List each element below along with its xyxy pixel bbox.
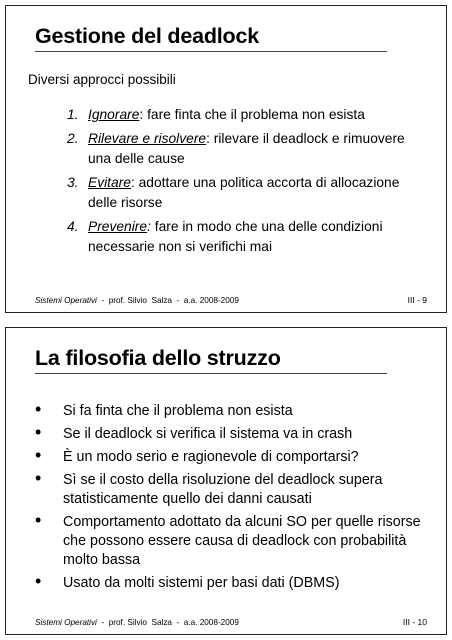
list-item	[32, 510, 422, 570]
list-item	[32, 468, 422, 509]
item-separator: :	[206, 131, 210, 146]
bullet-icon: •	[35, 422, 42, 442]
footer-course: Sistemi Operativi	[35, 618, 97, 627]
bullet-icon: •	[35, 445, 42, 465]
approach-list	[63, 105, 423, 261]
item-text: fare in modo che una delle condizioni necessarie non si verifichi mai	[88, 219, 383, 254]
list-item	[32, 399, 422, 421]
footer-details: - prof. Silvio Salza - a.a. 2008-2009	[96, 296, 239, 305]
footer-course: Sistemi Operativi	[35, 296, 97, 305]
title-underline	[35, 373, 387, 374]
list-item	[63, 105, 423, 125]
slide-footer	[35, 296, 239, 305]
list-item	[63, 129, 423, 169]
page-number: III - 10	[402, 617, 427, 627]
list-item	[32, 422, 422, 444]
bullet-text: Sì se il costo della risoluzione del deadlock supera statisticamente quello dei danni causati	[63, 472, 383, 507]
bullet-text: Se il deadlock si verifica il sistema va in crash	[63, 426, 353, 442]
list-item	[32, 571, 422, 593]
list-item	[63, 173, 423, 213]
item-number: 2.	[67, 131, 79, 146]
item-number: 1.	[67, 107, 79, 122]
item-separator: :	[130, 175, 135, 190]
bullet-icon: •	[35, 468, 42, 488]
item-separator: :	[139, 107, 144, 122]
item-separator: :	[147, 219, 151, 234]
item-keyword: Ignorare	[88, 107, 140, 122]
bullet-icon: •	[35, 510, 42, 530]
title-underline	[35, 51, 387, 52]
item-text: rilevare il deadlock e rimuovere una delle cause	[88, 131, 405, 166]
item-number: 4.	[67, 219, 79, 234]
bullet-text: Usato da molti sistemi per basi dati (DBMS)	[63, 575, 340, 591]
bullet-icon: •	[35, 571, 42, 591]
intro-text: Diversi approcci possibili	[28, 72, 176, 87]
bullet-text: Comportamento adottato da alcuni SO per quelle risorse che possono essere causa di deadlock con probabilità molto bassa	[63, 514, 421, 568]
item-text: adottare una politica accorta di allocazione delle risorse	[88, 175, 400, 210]
list-item	[32, 445, 422, 467]
slide-title: Gestione del deadlock	[35, 24, 260, 48]
slide-filosofia-struzzo	[5, 327, 447, 635]
item-keyword: Rilevare e risolvere	[88, 131, 207, 146]
list-item	[63, 217, 423, 257]
item-text: fare finta che il problema non esista	[143, 107, 365, 122]
bullet-icon: •	[35, 399, 42, 419]
slide-footer	[35, 618, 239, 627]
footer-details: - prof. Silvio Salza - a.a. 2008-2009	[96, 618, 239, 627]
bullet-text: Si fa finta che il problema non esista	[63, 403, 293, 419]
item-keyword: Evitare	[88, 175, 131, 190]
item-keyword: Prevenire	[88, 219, 148, 234]
page-number: III - 9	[407, 295, 427, 305]
bullet-text: È un modo serio e ragionevole di comportarsi?	[63, 449, 359, 465]
item-number: 3.	[67, 175, 79, 190]
bullet-list	[32, 399, 422, 597]
slide-gestione-deadlock	[5, 5, 447, 313]
slide-title: La filosofia dello struzzo	[35, 346, 281, 370]
